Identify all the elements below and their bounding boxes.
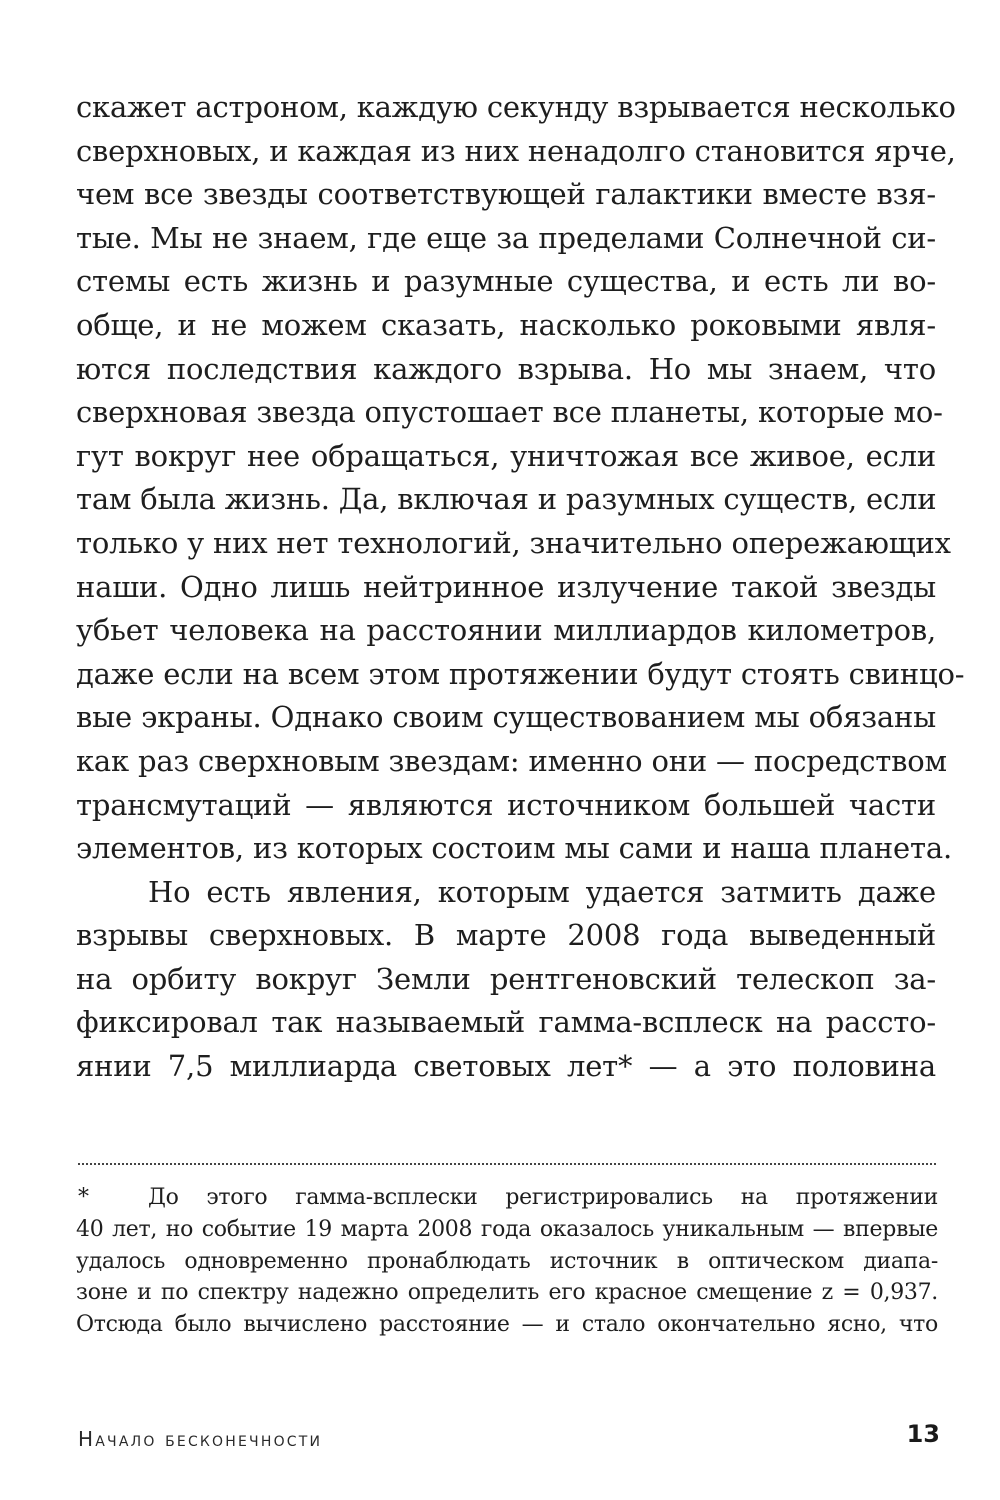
text-line: скажет астроном, каждую секунду взрывается несколько <box>76 90 956 124</box>
footnote-separator <box>78 1163 936 1165</box>
text-line: гут вокруг нее обращаться, уничтожая все живое, если <box>76 438 936 473</box>
text-line: элементов, из которых состоим мы сами и наша планета. <box>76 831 952 866</box>
text-line: на орбиту вокруг Земли рентгеновский телескоп за- <box>76 961 936 996</box>
text-line: обще, и не можем сказать, насколько роковыми явля- <box>76 307 936 342</box>
paragraph-start-line: Но есть явления, которым удается затмить даже <box>148 874 936 909</box>
text-line: как раз сверхновым звездам: именно они — посредством <box>76 743 947 778</box>
footnote-line: удалось одновременно пронаблюдать источник в оптическом диапа- <box>76 1248 938 1274</box>
footnote-line: Отсюда было вычислено расстояние — и стало окончательно ясно, что <box>76 1312 938 1338</box>
text-line: тые. Мы не знаем, где еще за пределами Солнечной си- <box>76 220 936 255</box>
text-line: даже если на всем этом протяжении будут стоять свинцо- <box>76 656 965 691</box>
text-line: чем все звезды соответствующей галактики вместе взя- <box>76 177 936 212</box>
main-text <box>76 86 965 1089</box>
text-line: сверхновых, и каждая из них ненадолго становится ярче, <box>76 133 956 168</box>
text-line: убьет человека на расстоянии миллиардов километров, <box>76 613 936 648</box>
page-number: 13 <box>906 1420 940 1448</box>
text-line: фиксировал так называемый гамма-всплеск на рассто- <box>76 1005 936 1040</box>
text-line: вые экраны. Однако своим существованием мы обязаны <box>76 700 936 735</box>
text-line: янии 7,5 миллиарда световых лет* — а это половина <box>76 1049 936 1084</box>
footnote-line: 40 лет, но событие 19 марта 2008 года оказалось уникальным — впервые <box>76 1216 938 1242</box>
footnote-marker: * <box>78 1185 89 1210</box>
footnote-line-text: До этого гамма-всплески регистрировались на протяжении <box>148 1185 938 1210</box>
running-title: Начало бесконечности <box>78 1427 323 1451</box>
text-line: там была жизнь. Да, включая и разумных существ, если <box>76 482 937 517</box>
footnote-line: зоне и по спектру надежно определить его красное смещение z = 0,937. <box>76 1280 938 1306</box>
text-line: трансмутаций — являются источником большей части <box>76 787 936 822</box>
text-line: взрывы сверхновых. В марте 2008 года выведенный <box>76 918 936 953</box>
text-line: наши. Одно лишь нейтринное излучение такой звезды <box>76 569 936 604</box>
footnote-line <box>76 1182 938 1214</box>
text-line: стемы есть жизнь и разумные существа, и есть ли во- <box>76 264 936 299</box>
footnote <box>76 1182 938 1341</box>
text-line: сверхновая звезда опустошает все планеты, которые мо- <box>76 395 943 430</box>
text-line: только у них нет технологий, значительно опережающих <box>76 525 951 560</box>
text-line: ются последствия каждого взрыва. Но мы знаем, что <box>76 351 936 386</box>
